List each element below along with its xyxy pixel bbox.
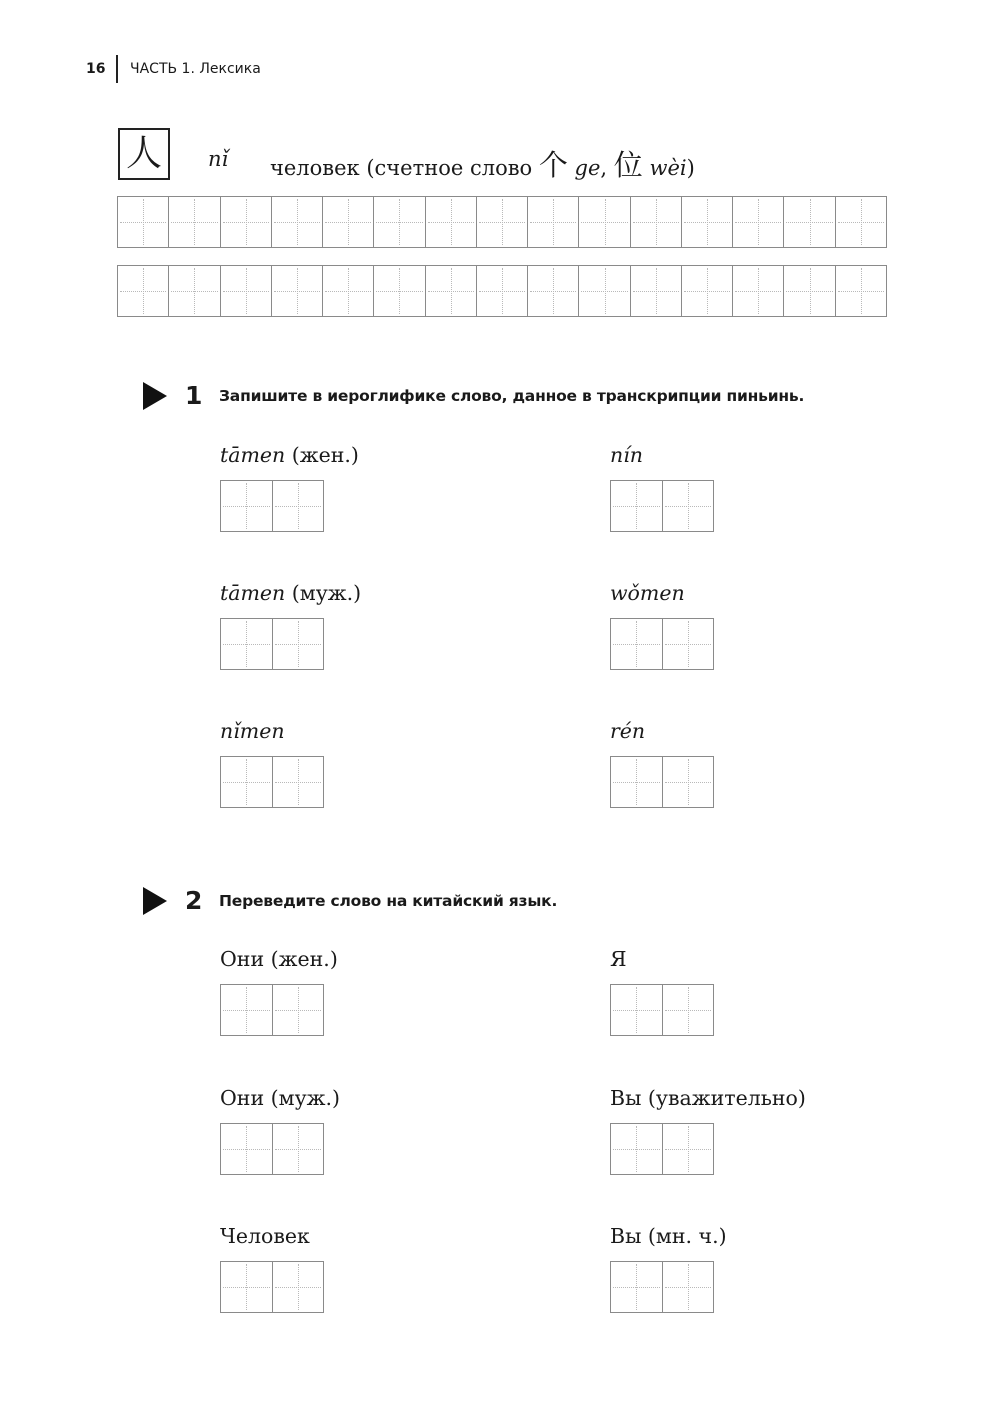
answer-cell[interactable] [221, 481, 273, 531]
item-pinyin: rén [610, 719, 646, 743]
answer-cell[interactable] [611, 757, 663, 807]
answer-cell[interactable] [663, 619, 714, 669]
answer-cell[interactable] [221, 1124, 273, 1174]
answer-cell[interactable] [273, 1262, 324, 1312]
practice-row-2 [117, 265, 887, 317]
answer-box[interactable] [610, 1123, 714, 1175]
ex1-item-5 [220, 718, 540, 808]
exercise-instruction: Запишите в иероглифике слово, данное в транскрипции пиньинь. [219, 386, 805, 405]
item-pinyin: tāmen [220, 581, 286, 605]
counter-pinyin-wei: wèi [642, 156, 687, 180]
page-number: 16 [86, 61, 106, 77]
practice-cell[interactable] [733, 266, 784, 316]
item-pinyin: nǐmen [220, 719, 285, 743]
practice-cell[interactable] [118, 197, 169, 247]
ex1-item-2 [610, 442, 930, 532]
practice-cell[interactable] [272, 197, 323, 247]
practice-cell[interactable] [374, 197, 425, 247]
answer-box[interactable] [220, 1261, 324, 1313]
item-pinyin: nín [610, 443, 643, 467]
answer-cell[interactable] [611, 481, 663, 531]
practice-cell[interactable] [631, 266, 682, 316]
entry-meaning [270, 143, 695, 184]
answer-box[interactable] [220, 756, 324, 808]
practice-cell[interactable] [169, 197, 220, 247]
answer-cell[interactable] [221, 1262, 273, 1312]
practice-cell[interactable] [579, 266, 630, 316]
counter-separator: , [600, 156, 614, 180]
practice-cell[interactable] [528, 197, 579, 247]
entry-pinyin: nǐ [208, 147, 229, 171]
play-arrow-icon [143, 382, 167, 410]
practice-cell[interactable] [272, 266, 323, 316]
practice-row-1 [117, 196, 887, 248]
ex2-item-2 [610, 946, 930, 1036]
practice-cell[interactable] [118, 266, 169, 316]
exercise-2-heading [143, 886, 557, 915]
ex1-item-6 [610, 718, 930, 808]
item-label: Вы (уважительно) [610, 1086, 806, 1110]
exercise-instruction: Переведите слово на китайский язык. [219, 891, 558, 910]
counter-pinyin-ge: ge [567, 156, 601, 180]
item-pinyin: wǒmen [610, 581, 685, 605]
answer-cell[interactable] [611, 1262, 663, 1312]
practice-cell[interactable] [733, 197, 784, 247]
page-header [86, 54, 261, 84]
item-label: Человек [220, 1224, 310, 1248]
practice-cell[interactable] [477, 197, 528, 247]
practice-cell[interactable] [631, 197, 682, 247]
answer-cell[interactable] [273, 481, 324, 531]
answer-box[interactable] [610, 756, 714, 808]
practice-cell[interactable] [426, 266, 477, 316]
exercise-number: 2 [185, 886, 203, 915]
answer-cell[interactable] [273, 1124, 324, 1174]
practice-cell[interactable] [579, 197, 630, 247]
meaning-prefix: человек (счетное слово [270, 156, 539, 180]
answer-cell[interactable] [273, 757, 324, 807]
answer-box[interactable] [610, 984, 714, 1036]
practice-cell[interactable] [426, 197, 477, 247]
practice-cell[interactable] [784, 197, 835, 247]
item-note: (жен.) [285, 443, 359, 467]
practice-cell[interactable] [682, 197, 733, 247]
header-divider [116, 55, 118, 83]
ex1-item-1 [220, 442, 540, 532]
answer-box[interactable] [220, 480, 324, 532]
answer-box[interactable] [610, 480, 714, 532]
practice-cell[interactable] [323, 266, 374, 316]
practice-cell[interactable] [374, 266, 425, 316]
answer-box[interactable] [220, 1123, 324, 1175]
item-note: (муж.) [285, 581, 362, 605]
answer-cell[interactable] [221, 619, 273, 669]
answer-cell[interactable] [663, 757, 714, 807]
counter-char-wei: 位 [613, 148, 643, 182]
answer-cell[interactable] [663, 985, 714, 1035]
answer-cell[interactable] [221, 985, 273, 1035]
item-label: Я [610, 947, 627, 971]
entry-character: 人 [125, 133, 162, 174]
item-pinyin: tāmen [220, 443, 286, 467]
ex2-item-1 [220, 946, 540, 1036]
exercise-number: 1 [185, 381, 203, 410]
answer-box[interactable] [220, 618, 324, 670]
ex2-item-3 [220, 1085, 540, 1175]
ex2-item-5 [220, 1223, 540, 1313]
item-label: Они (муж.) [220, 1086, 341, 1110]
answer-box[interactable] [220, 984, 324, 1036]
meaning-suffix: ) [686, 156, 695, 180]
answer-box[interactable] [610, 618, 714, 670]
practice-cell[interactable] [836, 197, 886, 247]
ex2-item-6 [610, 1223, 930, 1313]
practice-cell[interactable] [221, 266, 272, 316]
counter-char-ge: 个 [538, 148, 568, 182]
answer-cell[interactable] [611, 985, 663, 1035]
practice-cell[interactable] [477, 266, 528, 316]
practice-cell[interactable] [169, 266, 220, 316]
part-title: ЧАСТЬ 1. Лексика [130, 61, 261, 77]
item-label: Вы (мн. ч.) [610, 1224, 727, 1248]
practice-cell[interactable] [784, 266, 835, 316]
answer-cell[interactable] [273, 619, 324, 669]
answer-cell[interactable] [611, 1124, 663, 1174]
item-label: Они (жен.) [220, 947, 338, 971]
ex1-item-3 [220, 580, 540, 670]
answer-cell[interactable] [663, 1262, 714, 1312]
practice-cell[interactable] [682, 266, 733, 316]
answer-cell[interactable] [221, 757, 273, 807]
answer-cell[interactable] [663, 481, 714, 531]
answer-cell[interactable] [663, 1124, 714, 1174]
ex2-item-4 [610, 1085, 930, 1175]
character-box [118, 128, 170, 180]
practice-cell[interactable] [836, 266, 886, 316]
answer-box[interactable] [610, 1261, 714, 1313]
play-arrow-icon [143, 887, 167, 915]
practice-cell[interactable] [221, 197, 272, 247]
practice-cell[interactable] [528, 266, 579, 316]
practice-cell[interactable] [323, 197, 374, 247]
exercise-1-heading [143, 381, 804, 410]
answer-cell[interactable] [273, 985, 324, 1035]
answer-cell[interactable] [611, 619, 663, 669]
ex1-item-4 [610, 580, 930, 670]
